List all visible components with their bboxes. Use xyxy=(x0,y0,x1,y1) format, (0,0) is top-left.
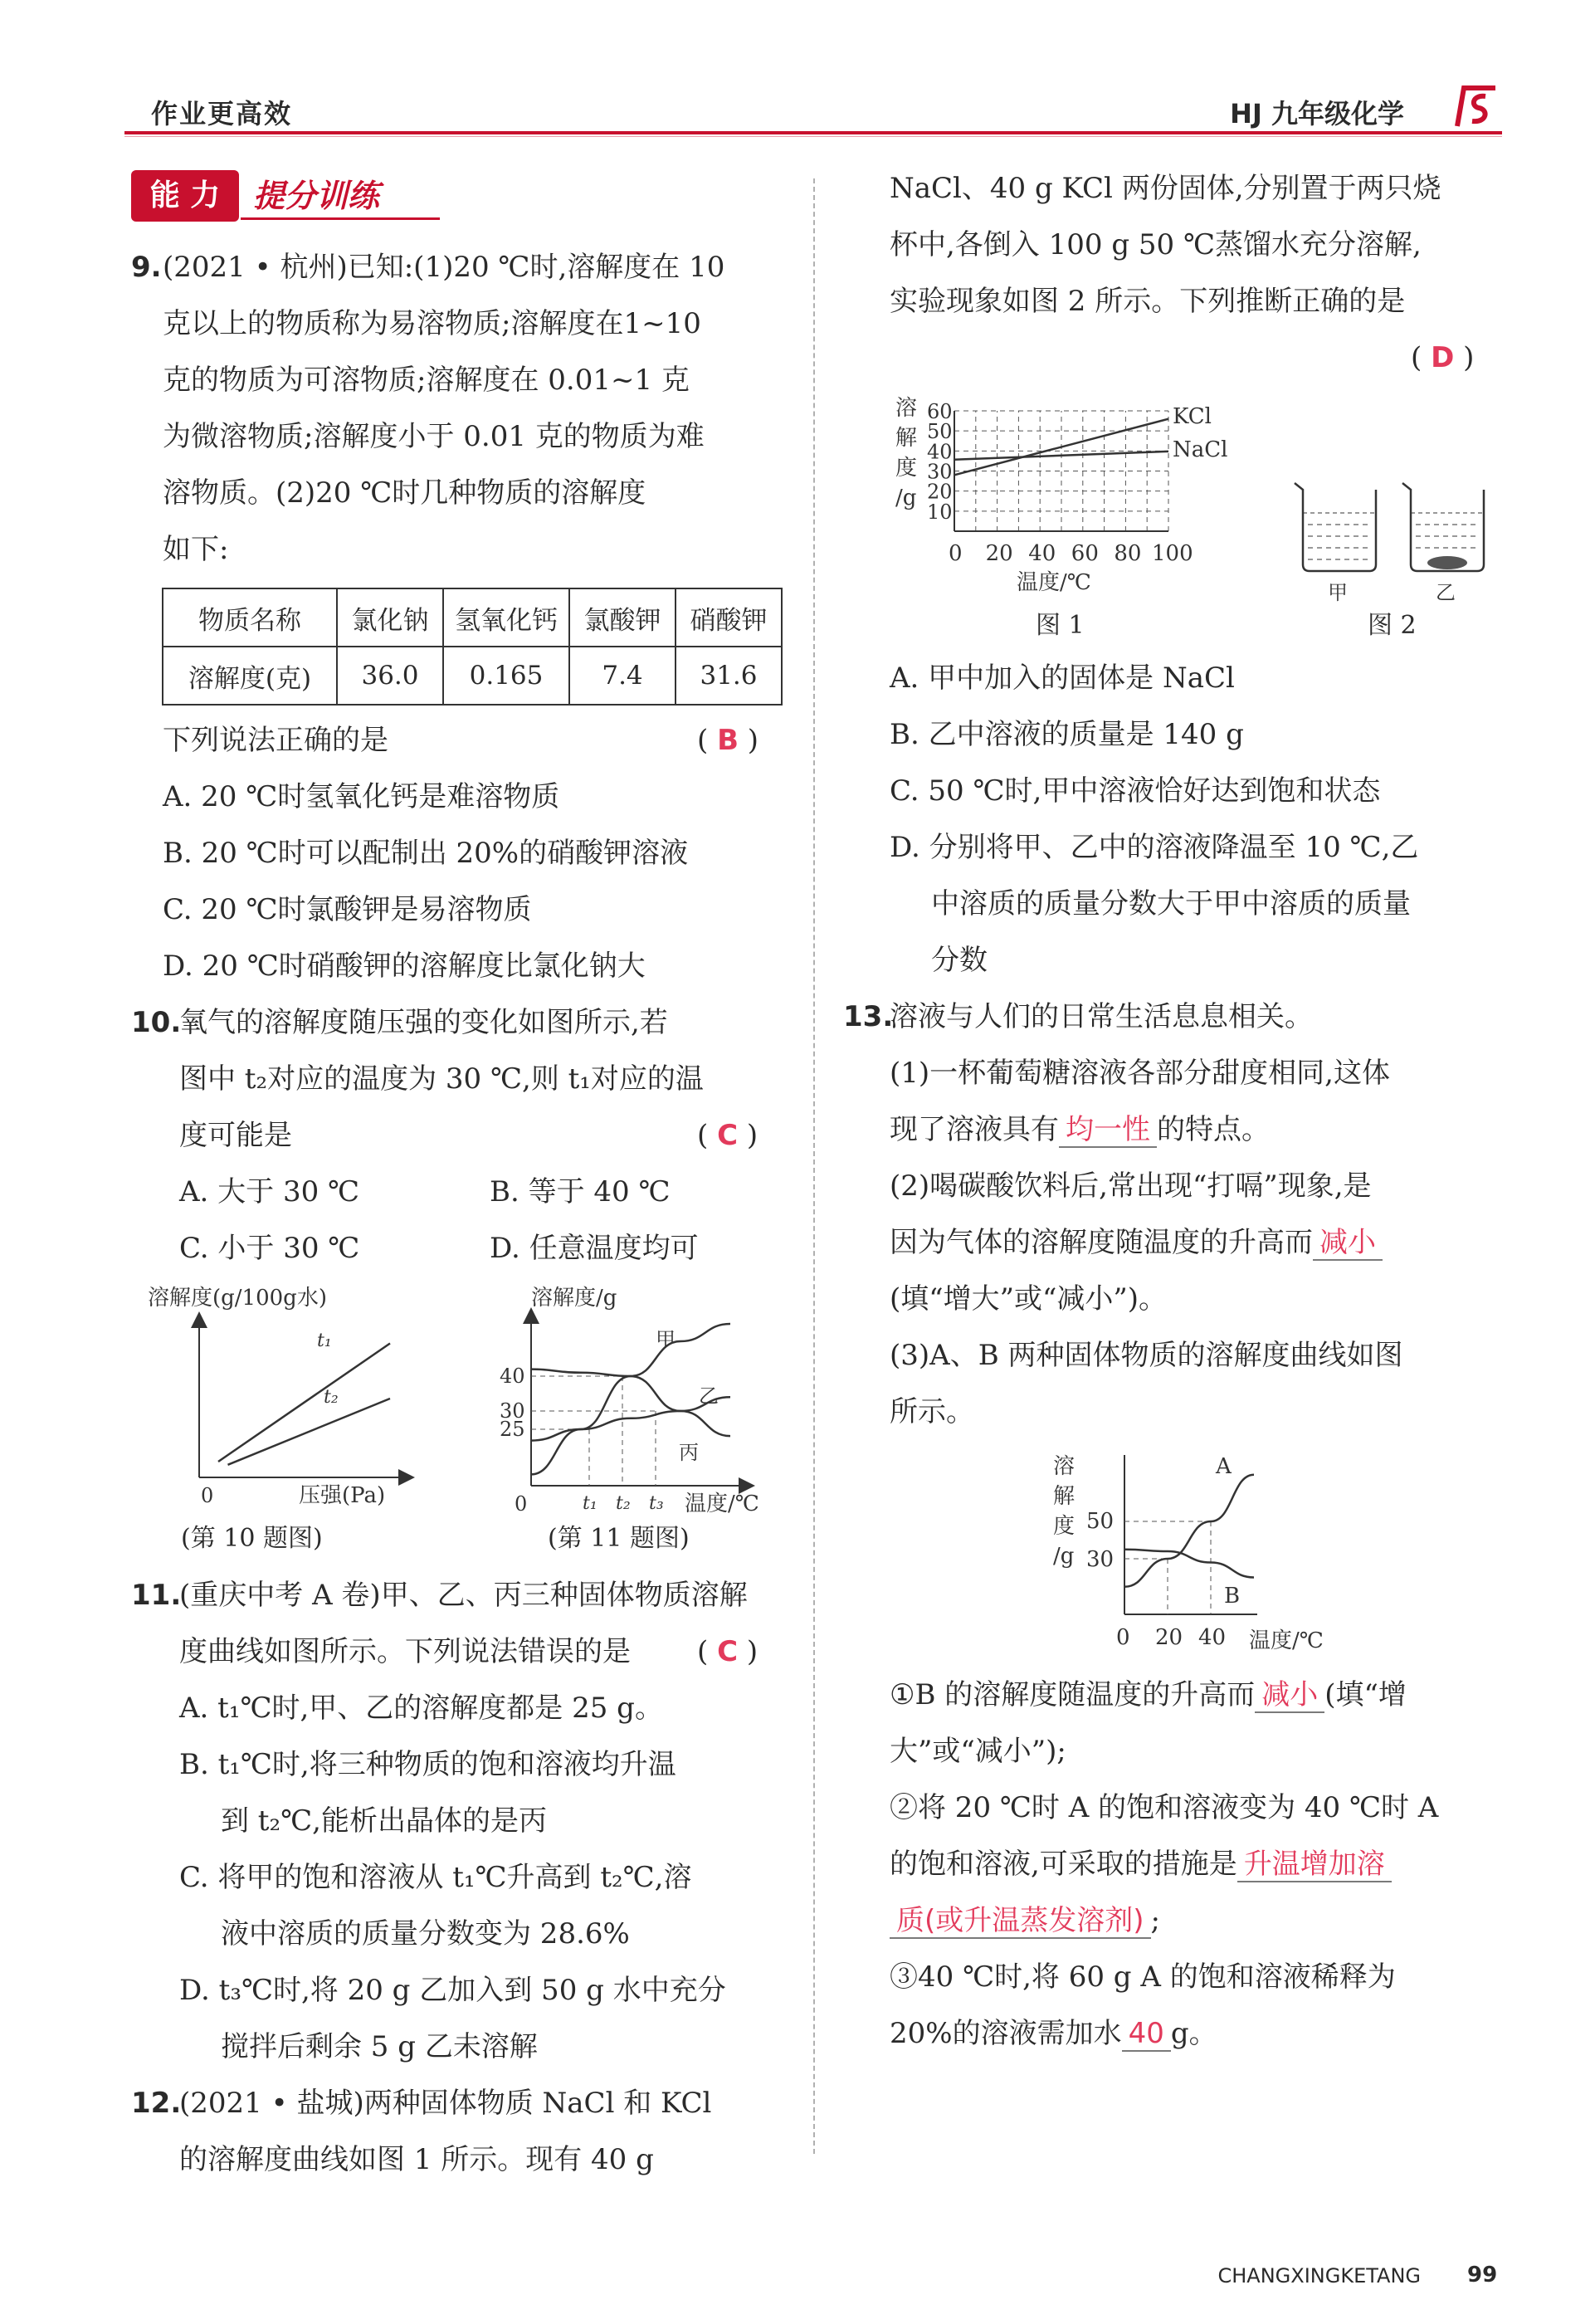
q13-ytick-30: 30 xyxy=(1086,1547,1115,1572)
table-header-cell: 氯化钠 xyxy=(337,588,443,647)
q13-xtick-0: 0 xyxy=(1116,1625,1130,1650)
q12-line-2: 的溶解度曲线如图 1 所示。现有 40 g xyxy=(179,2143,654,2176)
q10-label-t1: t₁ xyxy=(317,1330,332,1351)
svg-text:0: 0 xyxy=(515,1492,528,1516)
q9-option-d: D. 20 ℃时硝酸钾的溶解度比氯化钠大 xyxy=(163,950,646,983)
svg-text:/g: /g xyxy=(895,486,917,510)
q9-line-2: 克以上的物质称为易溶物质;溶解度在1~10 xyxy=(163,307,701,340)
header-left-title: 作业更高效 xyxy=(151,98,293,129)
table-cell: 7.4 xyxy=(569,647,676,705)
column-divider xyxy=(813,178,815,2154)
q12-answer-bracket: ( D ) xyxy=(1411,341,1475,374)
q11-ylabel: 溶解度/g xyxy=(531,1286,617,1311)
q12-option-b: B. 乙中溶液的质量是 140 g xyxy=(890,718,1244,751)
q11-option-a: A. t₁℃时,甲、乙的溶解度都是 25 g。 xyxy=(179,1692,663,1725)
q10-chart-caption: (第 10 题图) xyxy=(181,1524,323,1553)
q13-p3-line2: 所示。 xyxy=(890,1395,974,1428)
q11-line-2: 度曲线如图所示。下列说法错误的是 xyxy=(179,1635,631,1668)
beaker-jia xyxy=(1295,483,1376,571)
q11-label-jia: 甲 xyxy=(656,1328,676,1351)
table-header-cell: 硝酸钾 xyxy=(676,588,782,647)
q10-label-t2: t₂ xyxy=(324,1387,339,1408)
q13-p1-line1: (1)一杯葡萄糖溶液各部分甜度相同,这体 xyxy=(890,1057,1390,1090)
q13-ytick-50: 50 xyxy=(1086,1509,1115,1534)
table-cell: 0.165 xyxy=(443,647,569,705)
q12-option-c: C. 50 ℃时,甲中溶液恰好达到饱和状态 xyxy=(890,774,1381,808)
q9-line-1: (2021 • 杭州)已知:(1)20 ℃时,溶解度在 10 xyxy=(163,251,725,284)
q13-p3-line1: (3)A、B 两种固体物质的溶解度曲线如图 xyxy=(890,1339,1403,1372)
q9-stem: 下列说法正确的是 xyxy=(163,724,388,757)
q13-s1-line1: ①B 的溶解度随温度的升高而 减小 (填“增 xyxy=(890,1678,1407,1711)
q9-answer-bracket: ( B ) xyxy=(697,724,759,757)
q11-option-c: C. 将甲的饱和溶液从 t₁℃升高到 t₂℃,溶 xyxy=(179,1861,692,1894)
page-number: 99 xyxy=(1467,2263,1498,2287)
q13-s1-line2: 大”或“减小”); xyxy=(890,1735,1066,1768)
section-underline xyxy=(241,217,440,220)
q11-option-b-cont: 到 t₂℃,能析出晶体的是丙 xyxy=(221,1804,547,1838)
q13-label-b: B xyxy=(1224,1584,1241,1609)
q11-label-bing: 丙 xyxy=(679,1441,699,1464)
q11-xlabel: 温度/℃ xyxy=(685,1492,759,1516)
beaker-yi xyxy=(1402,483,1484,571)
q13-number: 13. xyxy=(843,1000,894,1033)
q11-number: 11. xyxy=(131,1579,182,1612)
q12-label-kcl: KCl xyxy=(1173,404,1212,429)
table-cell: 31.6 xyxy=(676,647,782,705)
q13-fill-1[interactable]: 均一性 xyxy=(1059,1113,1157,1148)
brand-logo-icon xyxy=(1452,85,1497,129)
q11-option-d-cont: 搅拌后剩余 5 g 乙未溶解 xyxy=(221,2030,538,2063)
q12-xlabel: 温度/℃ xyxy=(1017,570,1091,595)
q12-ytick: 10 xyxy=(927,500,953,524)
beaker-label-yi: 乙 xyxy=(1436,581,1456,604)
q10-option-a: A. 大于 30 ℃ xyxy=(179,1175,360,1208)
q12-ytick: 50 xyxy=(927,420,953,444)
q10-option-d: D. 任意温度均可 xyxy=(490,1232,699,1265)
q12-line-3: NaCl、40 g KCl 两份固体,分别置于两只烧 xyxy=(890,172,1441,205)
q13-fill-2[interactable]: 减小 xyxy=(1313,1226,1383,1261)
q11-xtick-t2: t₂ xyxy=(616,1493,631,1514)
q11-answer-bracket: ( C ) xyxy=(697,1635,758,1668)
q9-option-b: B. 20 ℃时可以配制出 20%的硝酸钾溶液 xyxy=(163,837,689,870)
svg-text:度: 度 xyxy=(1053,1514,1076,1539)
q13-xlabel: 温度/℃ xyxy=(1249,1628,1324,1653)
q13-s3-line1: ③40 ℃时,将 60 g A 的饱和溶液稀释为 xyxy=(890,1960,1396,1994)
q12-xtick: 100 xyxy=(1152,541,1193,566)
q11-answer: C xyxy=(717,1635,739,1668)
header-rule xyxy=(124,131,1502,134)
q10-number: 10. xyxy=(131,1006,182,1039)
table-row xyxy=(163,647,782,705)
q12-line-1: (2021 • 盐城)两种固体物质 NaCl 和 KCl xyxy=(179,2087,712,2120)
q13-series-a xyxy=(1124,1475,1254,1587)
q13-series-b xyxy=(1124,1550,1254,1578)
q10-answer: C xyxy=(717,1119,739,1152)
q10-line-1: 氧气的溶解度随压强的变化如图所示,若 xyxy=(179,1006,668,1039)
svg-text:度: 度 xyxy=(895,456,918,481)
section-title: 提分训练 xyxy=(253,178,380,214)
q13-xtick-20: 20 xyxy=(1155,1625,1183,1650)
q12-ytick: 40 xyxy=(927,440,953,464)
q12-line-4: 杯中,各倒入 100 g 50 ℃蒸馏水充分溶解, xyxy=(890,228,1422,261)
table-header-cell: 氢氧化钙 xyxy=(443,588,569,647)
q10-xlabel: 压强(Pa) xyxy=(299,1483,386,1508)
q10-series-t1 xyxy=(218,1344,390,1462)
q10-origin: 0 xyxy=(201,1484,214,1507)
q12-label-nacl: NaCl xyxy=(1173,437,1228,462)
q13-s3-line2: 20%的溶液需加水 40 g。 xyxy=(890,2017,1217,2050)
q13-p2-line3: (填“增大”或“减小”)。 xyxy=(890,1282,1168,1316)
beaker-label-jia: 甲 xyxy=(1328,581,1348,604)
q9-number: 9. xyxy=(131,251,162,284)
solubility-table xyxy=(162,588,783,706)
svg-text:解: 解 xyxy=(1053,1484,1076,1509)
q13-fill-6[interactable]: 40 xyxy=(1122,2017,1171,2052)
q10-line-2: 图中 t₂对应的温度为 30 ℃,则 t₁对应的温 xyxy=(179,1062,704,1096)
q9-line-3: 克的物质为可溶物质;溶解度在 0.01~1 克 xyxy=(163,364,690,397)
footer-brand: CHANGXINGKETANG xyxy=(1217,2264,1421,2287)
table-header-row xyxy=(163,588,782,647)
q12-option-a: A. 甲中加入的固体是 NaCl xyxy=(890,662,1235,695)
q9-line-4: 为微溶物质;溶解度小于 0.01 克的物质为难 xyxy=(163,420,705,453)
q11-option-b: B. t₁℃时,将三种物质的饱和溶液均升温 xyxy=(179,1748,676,1781)
q11-xtick-t1: t₁ xyxy=(583,1493,598,1514)
q12-beakers xyxy=(1286,473,1502,606)
q12-number: 12. xyxy=(131,2087,182,2120)
q12-series-nacl xyxy=(954,452,1168,460)
q11-option-c-cont: 液中溶质的质量分数变为 28.6% xyxy=(221,1917,630,1950)
q11-label-yi: 乙 xyxy=(699,1384,719,1408)
q12-xtick: 20 xyxy=(985,541,1013,566)
table-header-cell: 物质名称 xyxy=(163,588,337,647)
svg-text:解: 解 xyxy=(895,426,918,451)
q11-ytick-25: 25 xyxy=(500,1418,525,1441)
header-rule-thin xyxy=(124,136,1502,137)
q13-fill-5[interactable]: 质(或升温蒸发溶剂) xyxy=(890,1904,1151,1939)
q11-chart xyxy=(481,1278,780,1519)
q13-p2-line2: 因为气体的溶解度随温度的升高而 减小 xyxy=(890,1224,1383,1261)
q13-fill-4[interactable]: 升温增加溶 xyxy=(1237,1848,1392,1882)
q12-option-d: D. 分别将甲、乙中的溶液降温至 10 ℃,乙 xyxy=(890,831,1419,864)
svg-text:溶: 溶 xyxy=(1053,1454,1076,1479)
q12-xtick: 40 xyxy=(1028,541,1056,566)
q13-fill-3[interactable]: 减小 xyxy=(1255,1678,1324,1713)
q11-line-1: (重庆中考 A 卷)甲、乙、丙三种固体物质溶解 xyxy=(179,1579,748,1612)
table-header-cell: 氯酸钾 xyxy=(569,588,676,647)
q12-option-d-cont1: 中溶质的质量分数大于甲中溶质的质量 xyxy=(931,887,1411,920)
q11-chart-caption: (第 11 题图) xyxy=(548,1524,690,1553)
q12-ytick: 60 xyxy=(927,400,953,423)
table-cell: 溶解度(克) xyxy=(163,647,337,705)
q12-xtick: 0 xyxy=(949,541,963,566)
q12-answer: D xyxy=(1431,341,1455,374)
q13-p2-line1: (2)喝碳酸饮料后,常出现“打嗝”现象,是 xyxy=(890,1169,1372,1203)
q12-xtick: 60 xyxy=(1071,541,1099,566)
q12-grid xyxy=(954,411,1168,531)
q12-ytick: 30 xyxy=(927,460,953,484)
q10-series-t2 xyxy=(228,1399,391,1465)
q12-chart xyxy=(892,390,1241,614)
q12-fig1-caption: 图 1 xyxy=(1036,611,1085,640)
q9-option-c: C. 20 ℃时氯酸钾是易溶物质 xyxy=(163,893,532,926)
q13-chart xyxy=(1050,1448,1349,1664)
q10-option-b: B. 等于 40 ℃ xyxy=(490,1175,671,1208)
q11-xtick-t3: t₃ xyxy=(649,1493,664,1514)
q10-chart xyxy=(141,1278,423,1511)
svg-text:/g: /g xyxy=(1053,1544,1075,1569)
q11-ytick-40: 40 xyxy=(500,1365,525,1388)
q10-answer-bracket: ( C ) xyxy=(697,1119,758,1152)
q9-line-5: 溶物质。(2)20 ℃时几种物质的溶解度 xyxy=(163,476,646,510)
q13-label-a: A xyxy=(1216,1454,1232,1479)
q12-option-d-cont2: 分数 xyxy=(931,944,988,977)
section-tag: 能 力 xyxy=(131,170,239,222)
svg-text:溶: 溶 xyxy=(895,396,918,421)
q13-s2-line1: ②将 20 ℃时 A 的饱和溶液变为 40 ℃时 A xyxy=(890,1791,1439,1824)
q9-line-6: 如下: xyxy=(163,533,229,566)
q13-s2-line3: 质(或升温蒸发溶剂) ; xyxy=(890,1902,1160,1939)
q13-stem: 溶液与人们的日常生活息息相关。 xyxy=(890,1000,1313,1033)
q10-line-3: 度可能是 xyxy=(179,1119,292,1152)
q12-line-5: 实验现象如图 2 所示。下列推断正确的是 xyxy=(890,285,1406,318)
q11-ytick-30: 30 xyxy=(500,1399,525,1423)
q10-option-c: C. 小于 30 ℃ xyxy=(179,1232,360,1265)
q13-p1-line2: 现了溶液具有 均一性 的特点。 xyxy=(890,1113,1270,1146)
q9-answer: B xyxy=(717,724,739,757)
header-right-title: HJ 九年级化学 xyxy=(1230,98,1404,129)
q10-ylabel: 溶解度(g/100g水) xyxy=(148,1286,327,1311)
q12-xtick: 80 xyxy=(1114,541,1142,566)
q13-s2-line2: 的饱和溶液,可采取的措施是 升温增加溶 xyxy=(890,1846,1392,1882)
q12-ytick: 20 xyxy=(927,480,953,504)
q13-xtick-40: 40 xyxy=(1198,1625,1227,1650)
q9-option-a: A. 20 ℃时氢氧化钙是难溶物质 xyxy=(163,780,560,813)
table-cell: 36.0 xyxy=(337,647,443,705)
q12-fig2-caption: 图 2 xyxy=(1368,611,1417,640)
q11-option-d: D. t₃℃时,将 20 g 乙加入到 50 g 水中充分 xyxy=(179,1974,726,2007)
